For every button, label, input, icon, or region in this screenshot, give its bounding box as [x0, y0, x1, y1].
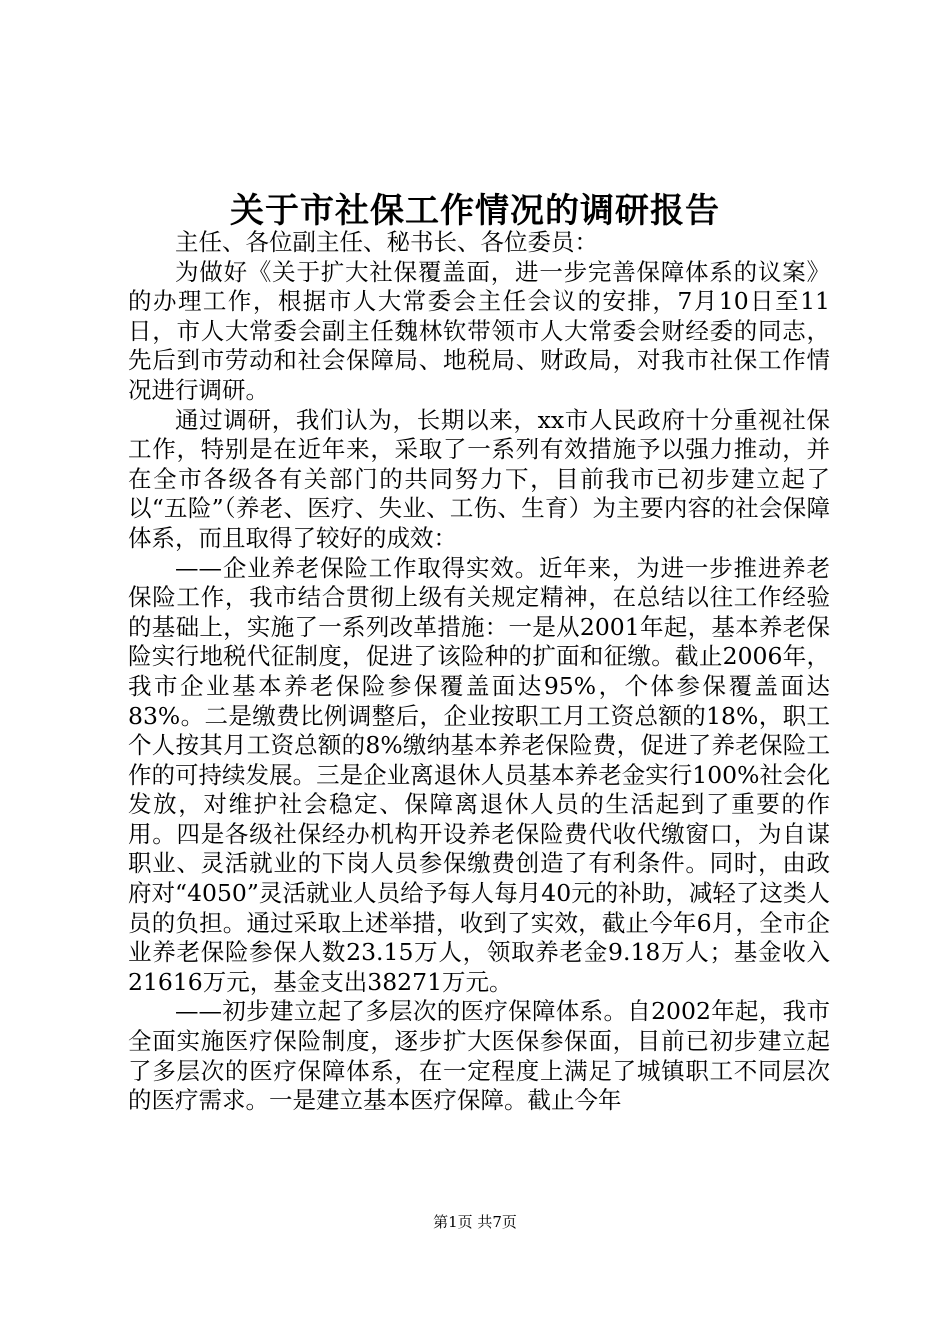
paragraph-3: ——企业养老保险工作取得实效。近年来，为进一步推进养老保险工作，我市结合贯彻上级有关规定精神，在总结以往工作经验的基础上，实施了一系列改革措施：一是从2001年起，基本养老保险实行地税代征制度，促进了该险种的扩面和征缴。截止2006年，我市企业基本养老保险参保覆盖面达95%，个体参保覆盖面达83%。二是缴费比例调整后，企业按职工月工资总额的18%，职工个人按其月工资总额的8%缴纳基本养老保险费，促进了养老保险工作的可持续发展。三是企业离退休人员基本养老金实行100%社会化发放，对维护社会稳定、保障离退休人员的生活起到了重要的作用。四是各级社保经办机构开设养老保险费代收代缴窗口，为自谋职业、灵活就业的下岗人员参保缴费创造了有利条件。同时，由政府对“4050”灵活就业人员给予每人每月40元的补助，减轻了这类人员的负担。通过采取上述举措，收到了实效，截止今年6月，全市企业养老保险参保人数23.15万人，领取养老金9.18万人；基金收入21616万元，基金支出38271万元。	[128, 553, 830, 996]
salutation: 主任、各位副主任、秘书长、各位委员：	[175, 228, 598, 256]
page-footer: 第1页 共7页	[433, 1213, 517, 1231]
paragraph-2: 通过调研，我们认为，长期以来，xx市人民政府十分重视社保工作，特别是在近年来，采取了一系列有效措施予以强力推动，并在全市各级各有关部门的共同努力下，目前我市已初步建立起了以“五险”（养老、医疗、失业、工伤、生育）为主要内容的社会保障体系，而且取得了较好的成效：	[128, 405, 830, 552]
paragraph-4: ——初步建立起了多层次的医疗保障体系。自2002年起，我市全面实施医疗保险制度，逐步扩大医保参保面，目前已初步建立起了多层次的医疗保障体系，在一定程度上满足了城镇职工不同层次的医疗需求。一是建立基本医疗保障。截止今年	[128, 997, 830, 1115]
document-body	[128, 228, 830, 1116]
document-title: 关于市社保工作情况的调研报告	[230, 191, 720, 231]
paragraph-1: 为做好《关于扩大社保覆盖面，进一步完善保障体系的议案》的办理工作，根据市人大常委会主任会议的安排，7月10日至11日，市人大常委会副主任魏林钦带领市人大常委会财经委的同志，先后到市劳动和社会保障局、地税局、财政局，对我市社保工作情况进行调研。	[128, 257, 830, 404]
